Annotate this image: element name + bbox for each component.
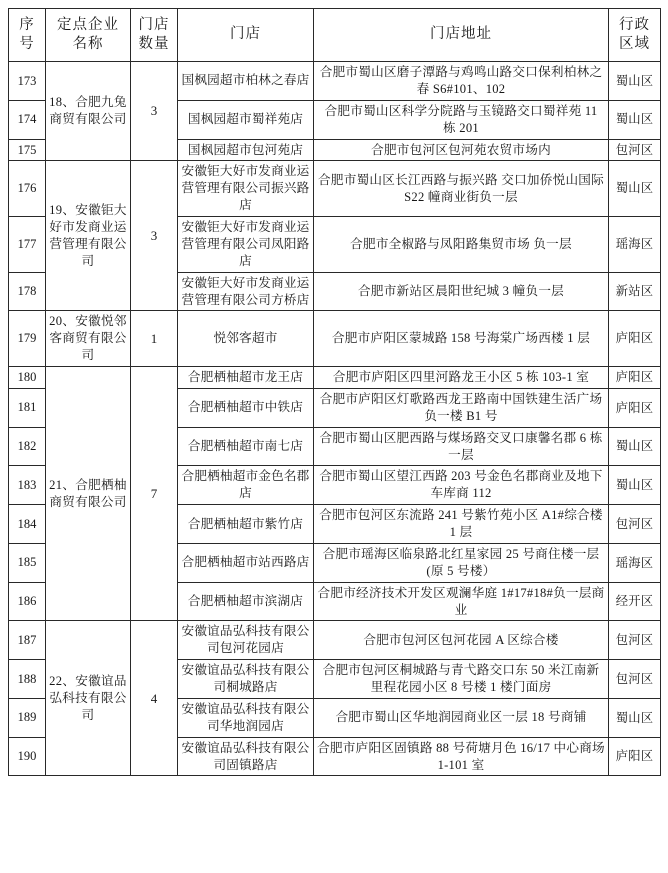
- header-seq-label: 序 号: [19, 16, 35, 52]
- cell-store-address: 合肥市新站区晨阳世纪城 3 幢负一层: [314, 272, 609, 311]
- cell-store-address: 合肥市包河区东流路 241 号紫竹苑小区 A1#综合楼 1 层: [314, 505, 609, 544]
- cell-sequence-number: 176: [9, 161, 46, 217]
- header-store: [178, 9, 314, 62]
- cell-store-address: 合肥市蜀山区磨子潭路与鸡鸣山路交口保利柏林之春 S6#101、102: [314, 62, 609, 101]
- cell-administrative-region: 包河区: [609, 621, 661, 660]
- table-row: [9, 62, 661, 101]
- cell-sequence-number: 187: [9, 621, 46, 660]
- cell-administrative-region: 蜀山区: [609, 427, 661, 466]
- header-company-label: 定点企业 名称: [57, 16, 119, 52]
- cell-sequence-number: 189: [9, 698, 46, 737]
- cell-store-address: 合肥市庐阳区灯歌路西龙王路南中国铁建生活广场负一楼 B1 号: [314, 388, 609, 427]
- header-region-label: 行政 区域: [619, 16, 650, 52]
- cell-store-count: 4: [131, 621, 178, 776]
- cell-store-address: 合肥市全椒路与凤阳路集贸市场 负一层: [314, 217, 609, 273]
- cell-sequence-number: 186: [9, 582, 46, 621]
- cell-store-name: 安徽钜大好市发商业运营管理有限公司方桥店: [178, 272, 314, 311]
- cell-administrative-region: 庐阳区: [609, 737, 661, 776]
- cell-store-address: 合肥市包河区包河苑农贸市场内: [314, 139, 609, 161]
- cell-sequence-number: 185: [9, 543, 46, 582]
- cell-store-name: 国枫园超市柏林之春店: [178, 62, 314, 101]
- table-body: [9, 62, 661, 776]
- cell-sequence-number: 182: [9, 427, 46, 466]
- cell-administrative-region: 蜀山区: [609, 161, 661, 217]
- header-row: [9, 9, 661, 62]
- cell-store-address: 合肥市经济技术开发区观澜华庭 1#17#18#负一层商业: [314, 582, 609, 621]
- cell-sequence-number: 184: [9, 505, 46, 544]
- cell-store-name: 安徽谊品弘科技有限公司固镇路店: [178, 737, 314, 776]
- cell-company-name: 18、合肥九兔商贸有限公司: [46, 62, 131, 161]
- cell-store-address: 合肥市瑶海区临泉路北红星家园 25 号商住楼一层(原 5 号楼）: [314, 543, 609, 582]
- header-company: [46, 9, 131, 62]
- cell-store-count: 3: [131, 62, 178, 161]
- cell-store-name: 悦邻客超市: [178, 311, 314, 367]
- cell-store-name: 合肥栖柚超市站西路店: [178, 543, 314, 582]
- cell-store-address: 合肥市包河区包河花园 A 区综合楼: [314, 621, 609, 660]
- header-count: [131, 9, 178, 62]
- registry-table-sheet: [8, 8, 660, 776]
- cell-administrative-region: 蜀山区: [609, 100, 661, 139]
- cell-administrative-region: 瑶海区: [609, 543, 661, 582]
- cell-store-address: 合肥市庐阳区四里河路龙王小区 5 栋 103-1 室: [314, 367, 609, 389]
- cell-store-count: 1: [131, 311, 178, 367]
- cell-administrative-region: 新站区: [609, 272, 661, 311]
- cell-store-name: 国枫园超市包河苑店: [178, 139, 314, 161]
- header-region: [609, 9, 661, 62]
- cell-store-name: 安徽钜大好市发商业运营管理有限公司振兴路店: [178, 161, 314, 217]
- cell-store-address: 合肥市蜀山区长江西路与振兴路 交口加侨悦山国际 S22 幢商业街负一层: [314, 161, 609, 217]
- cell-company-name: 20、安徽悦邻客商贸有限公司: [46, 311, 131, 367]
- cell-administrative-region: 瑶海区: [609, 217, 661, 273]
- cell-store-name: 合肥栖柚超市滨湖店: [178, 582, 314, 621]
- header-count-label: 门店 数量: [138, 16, 170, 52]
- cell-administrative-region: 蜀山区: [609, 466, 661, 505]
- cell-store-name: 合肥栖柚超市中铁店: [178, 388, 314, 427]
- cell-store-name: 安徽钜大好市发商业运营管理有限公司凤阳路店: [178, 217, 314, 273]
- table-row: [9, 161, 661, 217]
- header-store-label: 门店: [230, 26, 261, 43]
- cell-sequence-number: 190: [9, 737, 46, 776]
- cell-store-address: 合肥市庐阳区蒙城路 158 号海棠广场西楼 1 层: [314, 311, 609, 367]
- designated-enterprise-store-table: [8, 8, 661, 776]
- header-address-label: 门店地址: [430, 26, 492, 43]
- cell-sequence-number: 178: [9, 272, 46, 311]
- cell-store-name: 合肥栖柚超市金色名郡店: [178, 466, 314, 505]
- cell-administrative-region: 庐阳区: [609, 311, 661, 367]
- cell-store-address: 合肥市包河区桐城路与青弋路交口东 50 米江南新里程花园小区 8 号楼 1 楼门面房: [314, 660, 609, 699]
- cell-sequence-number: 181: [9, 388, 46, 427]
- cell-company-name: 22、安徽谊品弘科技有限公司: [46, 621, 131, 776]
- header-seq: [9, 9, 46, 62]
- cell-company-name: 21、合肥栖柚商贸有限公司: [46, 367, 131, 621]
- cell-company-name: 19、安徽钜大好市发商业运营管理有限公司: [46, 161, 131, 311]
- cell-sequence-number: 174: [9, 100, 46, 139]
- cell-store-address: 合肥市庐阳区固镇路 88 号荷塘月色 16/17 中心商场 1-101 室: [314, 737, 609, 776]
- cell-store-name: 合肥栖柚超市南七店: [178, 427, 314, 466]
- cell-sequence-number: 175: [9, 139, 46, 161]
- table-row: [9, 621, 661, 660]
- cell-store-address: 合肥市蜀山区科学分院路与玉镜路交口蜀祥苑 11 栋 201: [314, 100, 609, 139]
- table-header: [9, 9, 661, 62]
- cell-sequence-number: 173: [9, 62, 46, 101]
- cell-store-name: 安徽谊品弘科技有限公司桐城路店: [178, 660, 314, 699]
- cell-administrative-region: 经开区: [609, 582, 661, 621]
- cell-administrative-region: 包河区: [609, 660, 661, 699]
- cell-administrative-region: 包河区: [609, 505, 661, 544]
- cell-store-name: 合肥栖柚超市紫竹店: [178, 505, 314, 544]
- cell-store-address: 合肥市蜀山区华地润园商业区一层 18 号商铺: [314, 698, 609, 737]
- table-row: [9, 367, 661, 389]
- cell-administrative-region: 庐阳区: [609, 388, 661, 427]
- cell-administrative-region: 包河区: [609, 139, 661, 161]
- cell-sequence-number: 188: [9, 660, 46, 699]
- cell-sequence-number: 180: [9, 367, 46, 389]
- cell-sequence-number: 177: [9, 217, 46, 273]
- cell-store-count: 7: [131, 367, 178, 621]
- cell-administrative-region: 庐阳区: [609, 367, 661, 389]
- cell-store-name: 安徽谊品弘科技有限公司包河花园店: [178, 621, 314, 660]
- cell-store-name: 国枫园超市蜀祥苑店: [178, 100, 314, 139]
- cell-store-name: 安徽谊品弘科技有限公司华地润园店: [178, 698, 314, 737]
- cell-store-address: 合肥市蜀山区望江西路 203 号金色名郡商业及地下车库商 112: [314, 466, 609, 505]
- cell-store-count: 3: [131, 161, 178, 311]
- cell-sequence-number: 179: [9, 311, 46, 367]
- header-address: [314, 9, 609, 62]
- table-row: [9, 311, 661, 367]
- cell-administrative-region: 蜀山区: [609, 698, 661, 737]
- cell-administrative-region: 蜀山区: [609, 62, 661, 101]
- cell-store-address: 合肥市蜀山区肥西路与煤场路交叉口康馨名郡 6 栋一层: [314, 427, 609, 466]
- cell-sequence-number: 183: [9, 466, 46, 505]
- cell-store-name: 合肥栖柚超市龙王店: [178, 367, 314, 389]
